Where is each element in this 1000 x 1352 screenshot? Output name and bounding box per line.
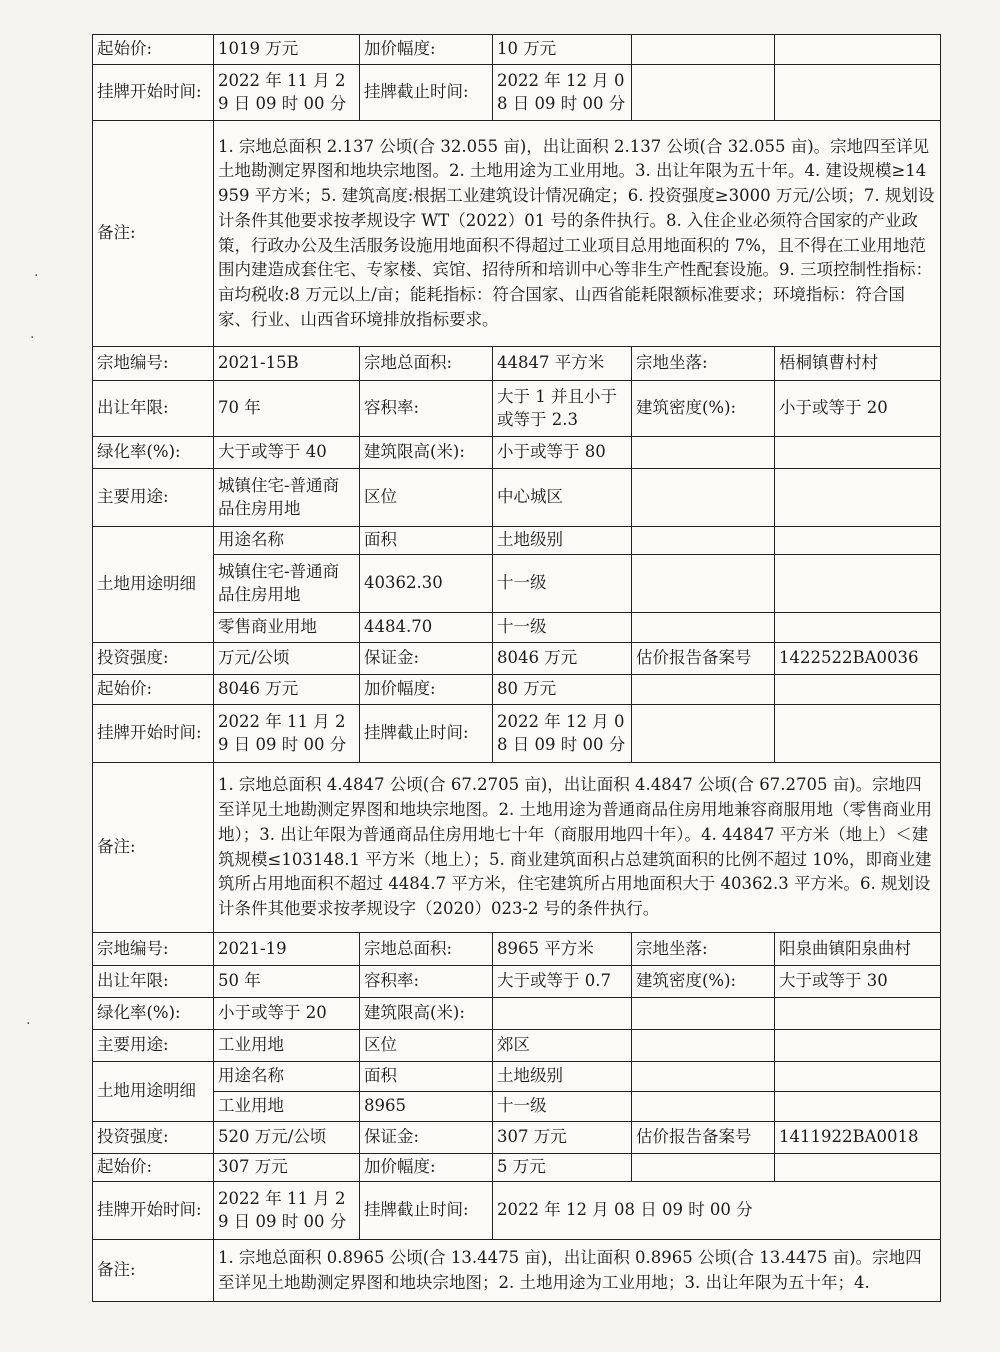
start-price-label: 起始价: (93, 1154, 214, 1182)
empty-cell (632, 675, 775, 705)
empty-cell (632, 555, 775, 613)
remarks-label: 备注: (93, 1240, 214, 1302)
empty-cell (775, 1030, 941, 1062)
increment-label: 加价幅度: (360, 35, 493, 65)
detail-area: 4484.70 (360, 613, 493, 643)
empty-cell (775, 998, 941, 1030)
green-label: 绿化率(%): (93, 998, 214, 1030)
green-value: 大于或等于 40 (214, 437, 360, 469)
listing-start-label: 挂牌开始时间: (93, 1182, 214, 1240)
empty-cell (775, 527, 941, 555)
detail-grade: 十一级 (493, 613, 632, 643)
detail-use-name: 城镇住宅-普通商品住房用地 (214, 555, 360, 613)
main-use-label: 主要用途: (93, 1030, 214, 1062)
detail-header: 用途名称 (214, 527, 360, 555)
p1-invest-row (93, 643, 941, 675)
appraisal-label: 估价报告备案号 (632, 1122, 775, 1154)
p2-price-row (93, 1154, 941, 1182)
listing-start-value: 2022 年 11 月 29 日 09 时 00 分 (214, 705, 360, 763)
listing-end-value: 2022 年 12 月 08 日 09 时 00 分 (493, 1182, 941, 1240)
p2-listing-time-row (93, 1182, 941, 1240)
green-label: 绿化率(%): (93, 437, 214, 469)
term-value: 70 年 (214, 381, 360, 437)
remarks-text: 1. 宗地总面积 0.8965 公顷(合 13.4475 亩)，出让面积 0.8965 公顷(合 13.4475 亩)。宗地四至详见土地勘测定界图和地块宗地图；2. 土地用途为工业用地；3. 出让年限为五十年；4. (214, 1240, 941, 1302)
start-price-value: 307 万元 (214, 1154, 360, 1182)
detail-header: 面积 (360, 1062, 493, 1092)
p1-detail-row (93, 555, 941, 613)
appraisal-value: 1411922BA0018 (775, 1122, 941, 1154)
increment-value: 10 万元 (493, 35, 632, 65)
appraisal-value: 1422522BA0036 (775, 643, 941, 675)
term-label: 出让年限: (93, 381, 214, 437)
p2-detail-row (93, 1092, 941, 1122)
empty-cell (775, 705, 941, 763)
density-label: 建筑密度(%): (632, 966, 775, 998)
p2-term-row (93, 966, 941, 998)
p1-price-row (93, 675, 941, 705)
p2-detail-header-row (93, 1062, 941, 1092)
main-use-label: 主要用途: (93, 469, 214, 527)
main-use-value: 城镇住宅-普通商品住房用地 (214, 469, 360, 527)
detail-header: 土地级别 (493, 1062, 632, 1092)
detail-use-name: 工业用地 (214, 1092, 360, 1122)
listing-start-label: 挂牌开始时间: (93, 705, 214, 763)
empty-cell (632, 469, 775, 527)
listing-end-label: 挂牌截止时间: (360, 1182, 493, 1240)
remarks-text: 1. 宗地总面积 4.4847 公顷(合 67.2705 亩)，出让面积 4.4847 公顷(合 67.2705 亩)。宗地四至详见土地勘测定界图和地块宗地图。2. 土地用途为普通商品住房用地兼容商服用地（零售商业用地）；3. 出让年限为普通商品住房用地七十年（商服用地四十年）。4. 44847 平方米（地上）＜建筑规模≤103148.1 平方米（地上）；5. 商业建筑面积占总建筑面积的比例不超过 10%，即商业建筑所占用地面积不超过 4484.7 平方米，住宅建筑所占用地面积大于 40362.3 平方米。6. 规划设计条件其他要求按孝规设字（2020）023-2 号的条件执行。 (214, 763, 941, 933)
detail-header: 用途名称 (214, 1062, 360, 1092)
empty-cell (775, 675, 941, 705)
zone-value: 郊区 (493, 1030, 632, 1062)
empty-cell (775, 1092, 941, 1122)
empty-cell (632, 527, 775, 555)
parcel-code-value: 2021-19 (214, 933, 360, 966)
parcel-location-value: 阳泉曲镇阳泉曲村 (775, 933, 941, 966)
zone-label: 区位 (360, 469, 493, 527)
p1-detail-row (93, 613, 941, 643)
p1-use-row (93, 469, 941, 527)
empty-cell (632, 1062, 775, 1092)
p2-use-row (93, 1030, 941, 1062)
deposit-value: 8046 万元 (493, 643, 632, 675)
height-value (493, 998, 632, 1030)
empty-cell (775, 1154, 941, 1182)
far-label: 容积率: (360, 966, 493, 998)
listing-grid (92, 34, 941, 1302)
detail-grade: 十一级 (493, 555, 632, 613)
start-price-value: 1019 万元 (214, 35, 360, 65)
empty-cell (632, 613, 775, 643)
empty-cell (632, 1154, 775, 1182)
detail-header: 面积 (360, 527, 493, 555)
listing-end-label: 挂牌截止时间: (360, 705, 493, 763)
term-label: 出让年限: (93, 966, 214, 998)
detail-header: 土地级别 (493, 527, 632, 555)
p1-detail-header-row (93, 527, 941, 555)
deposit-value: 307 万元 (493, 1122, 632, 1154)
appraisal-label: 估价报告备案号 (632, 643, 775, 675)
zone-value: 中心城区 (493, 469, 632, 527)
p2-remarks-row (93, 1240, 941, 1302)
height-label: 建筑限高(米): (360, 437, 493, 469)
invest-value: 万元/公顷 (214, 643, 360, 675)
p1-code-row (93, 347, 941, 381)
term-value: 50 年 (214, 966, 360, 998)
detail-area: 40362.30 (360, 555, 493, 613)
parcel-area-value: 44847 平方米 (493, 347, 632, 381)
empty-cell (632, 1092, 775, 1122)
zone-label: 区位 (360, 1030, 493, 1062)
listing-end-value: 2022 年 12 月 08 日 09 时 00 分 (493, 705, 632, 763)
invest-value: 520 万元/公顷 (214, 1122, 360, 1154)
density-label: 建筑密度(%): (632, 381, 775, 437)
far-value: 大于或等于 0.7 (493, 966, 632, 998)
density-value: 大于或等于 30 (775, 966, 941, 998)
scan-speck: · (34, 268, 39, 284)
top-remarks-row (93, 121, 941, 347)
deposit-label: 保证金: (360, 1122, 493, 1154)
parcel-location-value: 梧桐镇曹村村 (775, 347, 941, 381)
scan-speck: · (30, 330, 35, 346)
deposit-label: 保证金: (360, 643, 493, 675)
empty-cell (632, 437, 775, 469)
height-value: 小于或等于 80 (493, 437, 632, 469)
listing-start-value: 2022 年 11 月 29 日 09 时 00 分 (214, 1182, 360, 1240)
empty-cell (775, 35, 941, 65)
empty-cell (775, 613, 941, 643)
empty-cell (632, 1030, 775, 1062)
listing-start-label: 挂牌开始时间: (93, 65, 214, 121)
top-price-row (93, 35, 941, 65)
empty-cell (632, 705, 775, 763)
parcel-location-label: 宗地坐落: (632, 933, 775, 966)
parcel-area-label: 宗地总面积: (360, 933, 493, 966)
parcel-code-label: 宗地编号: (93, 933, 214, 966)
height-label: 建筑限高(米): (360, 998, 493, 1030)
p1-term-row (93, 381, 941, 437)
listing-end-label: 挂牌截止时间: (360, 65, 493, 121)
parcel-code-value: 2021-15B (214, 347, 360, 381)
remarks-text: 1. 宗地总面积 2.137 公顷(合 32.055 亩)，出让面积 2.137 公顷(合 32.055 亩)。宗地四至详见土地勘测定界图和地块宗地图。2. 土地用途为工业用地。3. 出让年限为五十年。4. 建设规模≥14959 平方米；5. 建筑高度:根据工业建筑设计情况确定；6. 投资强度≥3000 万元/公顷；7. 规划设计条件其他要求按孝规设字 WT（2022）01 号的条件执行。8. 入住企业必须符合国家的产业政策，行政办公及生活服务设施用地面积不得超过工业项目总用地面积的 7%，且不得在工业用地范围内建造成套住宅、专家楼、宾馆、招待所和培训中心等非生产性配套设施。9. 三项控制性指标：亩均税收:8 万元以上/亩；能耗指标：符合国家、山西省能耗限额标准要求；环境指标：符合国家、行业、山西省环境排放指标要求。 (214, 121, 941, 347)
invest-label: 投资强度: (93, 643, 214, 675)
increment-value: 5 万元 (493, 1154, 632, 1182)
start-price-value: 8046 万元 (214, 675, 360, 705)
listing-start-value: 2022 年 11 月 29 日 09 时 00 分 (214, 65, 360, 121)
empty-cell (775, 437, 941, 469)
start-price-label: 起始价: (93, 675, 214, 705)
main-use-value: 工业用地 (214, 1030, 360, 1062)
remarks-label: 备注: (93, 763, 214, 933)
use-detail-label: 土地用途明细 (93, 527, 214, 643)
detail-use-name: 零售商业用地 (214, 613, 360, 643)
p2-green-row (93, 998, 941, 1030)
empty-cell (775, 1062, 941, 1092)
detail-area: 8965 (360, 1092, 493, 1122)
green-value: 小于或等于 20 (214, 998, 360, 1030)
listing-end-value: 2022 年 12 月 08 日 09 时 00 分 (493, 65, 632, 121)
detail-grade: 十一级 (493, 1092, 632, 1122)
parcel-code-label: 宗地编号: (93, 347, 214, 381)
increment-value: 80 万元 (493, 675, 632, 705)
empty-cell (632, 35, 775, 65)
use-detail-label: 土地用途明细 (93, 1062, 214, 1122)
p2-code-row (93, 933, 941, 966)
far-value: 大于 1 并且小于或等于 2.3 (493, 381, 632, 437)
invest-label: 投资强度: (93, 1122, 214, 1154)
parcel-area-label: 宗地总面积: (360, 347, 493, 381)
land-listing-table (92, 34, 940, 1302)
increment-label: 加价幅度: (360, 675, 493, 705)
p1-listing-time-row (93, 705, 941, 763)
p1-remarks-row (93, 763, 941, 933)
start-price-label: 起始价: (93, 35, 214, 65)
empty-cell (632, 998, 775, 1030)
empty-cell (775, 555, 941, 613)
scan-speck: · (26, 1016, 31, 1032)
remarks-label: 备注: (93, 121, 214, 347)
top-listing-time-row (93, 65, 941, 121)
empty-cell (632, 65, 775, 121)
density-value: 小于或等于 20 (775, 381, 941, 437)
parcel-location-label: 宗地坐落: (632, 347, 775, 381)
increment-label: 加价幅度: (360, 1154, 493, 1182)
empty-cell (775, 65, 941, 121)
p2-invest-row (93, 1122, 941, 1154)
empty-cell (775, 469, 941, 527)
far-label: 容积率: (360, 381, 493, 437)
parcel-area-value: 8965 平方米 (493, 933, 632, 966)
p1-green-row (93, 437, 941, 469)
